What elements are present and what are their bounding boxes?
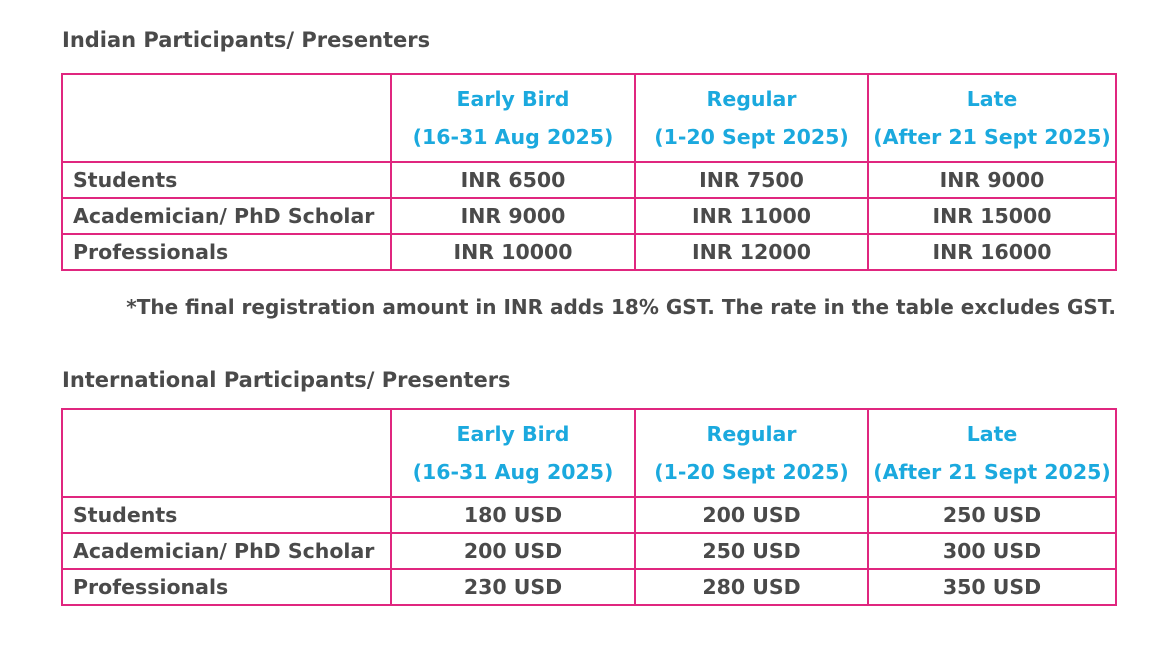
- fee-cell: INR 9000: [391, 198, 635, 234]
- fee-cell: 230 USD: [391, 569, 635, 605]
- header-period: (1-20 Sept 2025): [654, 460, 849, 484]
- header-period: (After 21 Sept 2025): [873, 125, 1111, 149]
- empty-header-cell: [62, 74, 391, 162]
- table-header-row: [62, 74, 1116, 162]
- header-period: (16-31 Aug 2025): [412, 125, 614, 149]
- fee-cell: 350 USD: [868, 569, 1116, 605]
- fee-cell: 300 USD: [868, 533, 1116, 569]
- header-period: (1-20 Sept 2025): [654, 125, 849, 149]
- empty-header-cell: [62, 409, 391, 497]
- fee-cell: INR 16000: [868, 234, 1116, 270]
- fee-cell: 250 USD: [868, 497, 1116, 533]
- table-row: [62, 569, 1116, 605]
- fee-cell: 280 USD: [635, 569, 868, 605]
- header-late: [868, 409, 1116, 497]
- row-label: Academician/ PhD Scholar: [62, 533, 391, 569]
- fee-cell: INR 11000: [635, 198, 868, 234]
- header-name: Regular: [706, 87, 797, 111]
- header-name: Late: [966, 87, 1018, 111]
- fee-cell: INR 10000: [391, 234, 635, 270]
- fee-cell: INR 15000: [868, 198, 1116, 234]
- indian-section-title: Indian Participants/ Presenters: [62, 28, 431, 52]
- fee-cell: INR 6500: [391, 162, 635, 198]
- header-period: (16-31 Aug 2025): [412, 460, 614, 484]
- fee-cell: INR 7500: [635, 162, 868, 198]
- table-row: [62, 198, 1116, 234]
- header-regular: [635, 409, 868, 497]
- header-regular: [635, 74, 868, 162]
- international-section-title: International Participants/ Presenters: [62, 368, 511, 392]
- fee-cell: INR 9000: [868, 162, 1116, 198]
- row-label: Students: [62, 162, 391, 198]
- table-row: [62, 162, 1116, 198]
- table-row: [62, 234, 1116, 270]
- row-label: Professionals: [62, 234, 391, 270]
- table-header-row: [62, 409, 1116, 497]
- header-name: Early Bird: [456, 422, 570, 446]
- row-label: Students: [62, 497, 391, 533]
- header-name: Late: [966, 422, 1018, 446]
- fee-cell: 200 USD: [635, 497, 868, 533]
- row-label: Academician/ PhD Scholar: [62, 198, 391, 234]
- gst-footnote: *The final registration amount in INR adds 18% GST. The rate in the table excludes GST.: [126, 295, 1116, 319]
- fee-cell: 200 USD: [391, 533, 635, 569]
- header-early-bird: [391, 74, 635, 162]
- fee-cell: 180 USD: [391, 497, 635, 533]
- row-label: Professionals: [62, 569, 391, 605]
- fee-cell: 250 USD: [635, 533, 868, 569]
- table-row: [62, 497, 1116, 533]
- indian-fee-table: [61, 73, 1117, 271]
- header-name: Early Bird: [456, 87, 570, 111]
- header-early-bird: [391, 409, 635, 497]
- international-fee-table: [61, 408, 1117, 606]
- header-period: (After 21 Sept 2025): [873, 460, 1111, 484]
- fee-cell: INR 12000: [635, 234, 868, 270]
- header-late: [868, 74, 1116, 162]
- table-row: [62, 533, 1116, 569]
- header-name: Regular: [706, 422, 797, 446]
